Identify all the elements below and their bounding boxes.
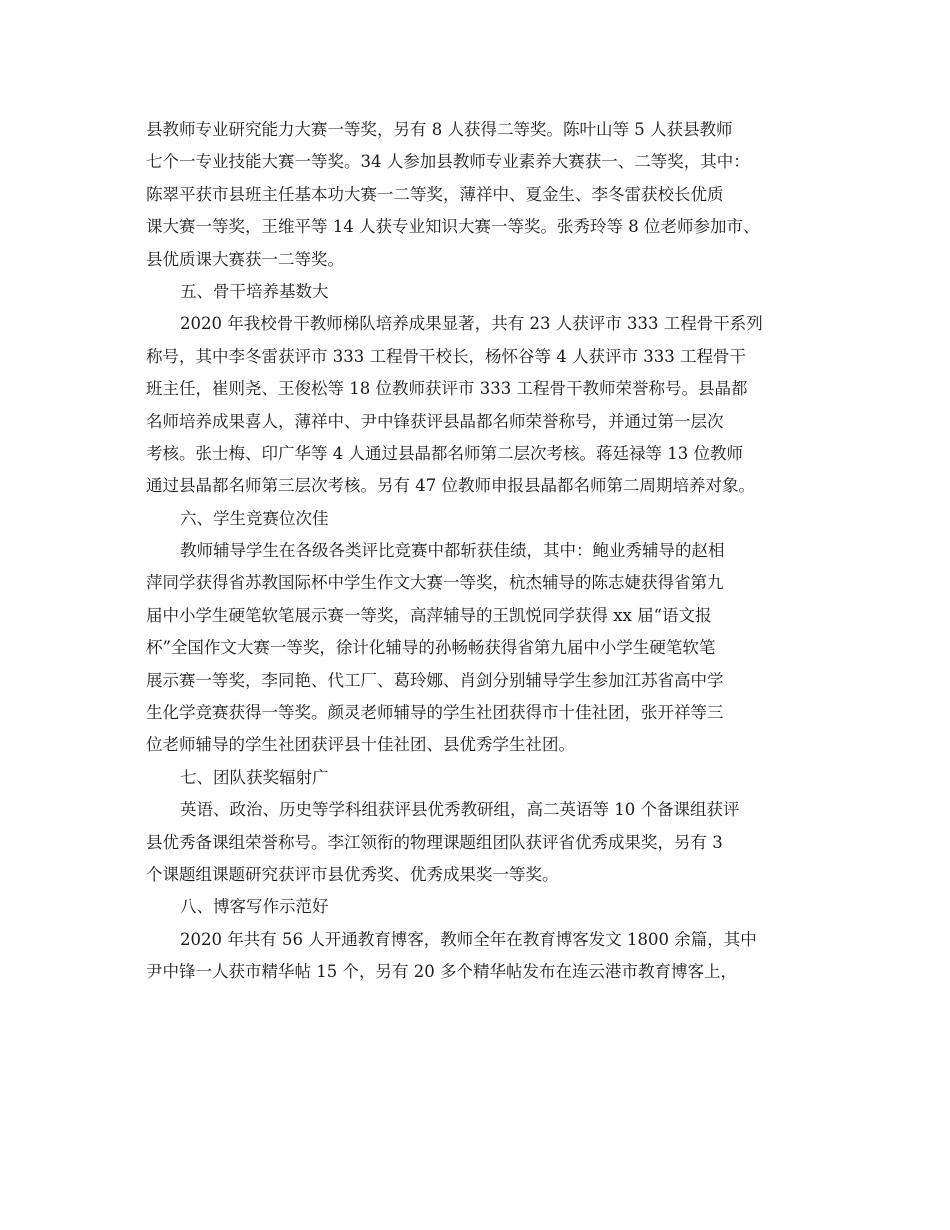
text-line: 生化学竞赛获得一等奖。颜灵老师辅导的学生社团获得市十佳社团，张开祥等三 [146,703,724,723]
text-line: 考核。张士梅、印广华等 4 人通过县晶都名师第二层次考核。蒋廷禄等 13 位教师 [146,443,743,463]
text-line: 个课题组课题研究获评市县优秀奖、优秀成果奖一等奖。 [146,864,559,884]
paragraph-first-line: 2020 年共有 56 人开通教育博客，教师全年在教育博客发文 1800 余篇，其中 [180,929,757,949]
text-line: 展示赛一等奖，李同艳、代工厂、葛玲娜、肖剑分别辅导学生参加江苏省高中学 [146,670,724,690]
text-line: 位老师辅导的学生社团获评县十佳社团、县优秀学生社团。 [146,735,575,755]
text-line: 称号，其中李冬雷获评市 333 工程骨干校长，杨怀谷等 4 人获评市 333 工程骨干 [146,346,746,366]
section-heading: 七、团队获奖辐射广 [180,767,329,787]
text-line: 通过县晶都名师第三层次考核。另有 47 位教师申报县晶都名师第二周期培养对象。 [146,476,755,496]
paragraph-first-line: 2020 年我校骨干教师梯队培养成果显著，共有 23 人获评市 333 工程骨干系列 [180,314,763,334]
section-heading: 五、骨干培养基数大 [180,281,329,301]
document-body [146,114,826,989]
section-heading: 六、学生竞赛位次佳 [180,508,329,528]
text-line: 课大赛一等奖，王维平等 14 人获专业知识大赛一等奖。张秀玲等 8 位老师参加市、 [146,217,760,237]
text-line: 届中小学生硬笔软笔展示赛一等奖，高萍辅导的王凯悦同学获得 xx 届“语文报 [146,605,712,625]
paragraph-first-line: 英语、政治、历史等学科组获评县优秀教研组，高二英语等 10 个备课组获评 [180,800,740,820]
text-line: 县教师专业研究能力大赛一等奖，另有 8 人获得二等奖。陈叶山等 5 人获县教师 [146,120,733,139]
text-line: 萍同学获得省苏教国际杯中学生作文大赛一等奖，杭杰辅导的陈志婕获得省第九 [146,573,724,593]
text-line: 县优质课大赛获一二等奖。 [146,249,344,269]
text-line: 班主任，崔则尧、王俊松等 18 位教师获评市 333 工程骨干教师荣誉称号。县晶都 [146,379,748,399]
text-line: 七个一专业技能大赛一等奖。34 人参加县教师专业素养大赛获一、二等奖，其中： [146,152,750,172]
paragraph-first-line: 教师辅导学生在各级各类评比竞赛中都斩获佳绩，其中：鲍业秀辅导的赵相 [180,541,725,561]
section-heading: 八、博客写作示范好 [180,897,329,917]
text-line: 陈翠平获市县班主任基本功大赛一二等奖，薄祥中、夏金生、李冬雷获校长优质 [146,184,724,204]
text-line: 县优秀备课组荣誉称号。李江领衔的物理课题组团队获评省优秀成果奖，另有 3 [146,832,723,852]
text-line: 杯”全国作文大赛一等奖，徐计化辅导的孙畅畅获得省第九届中小学生硬笔软笔 [146,638,716,658]
text-line: 尹中锋一人获市精华帖 15 个，另有 20 多个精华帖发布在连云港市教育博客上， [146,962,737,982]
text-line: 名师培养成果喜人，薄祥中、尹中锋获评县晶都名师荣誉称号，并通过第一层次 [146,411,724,431]
